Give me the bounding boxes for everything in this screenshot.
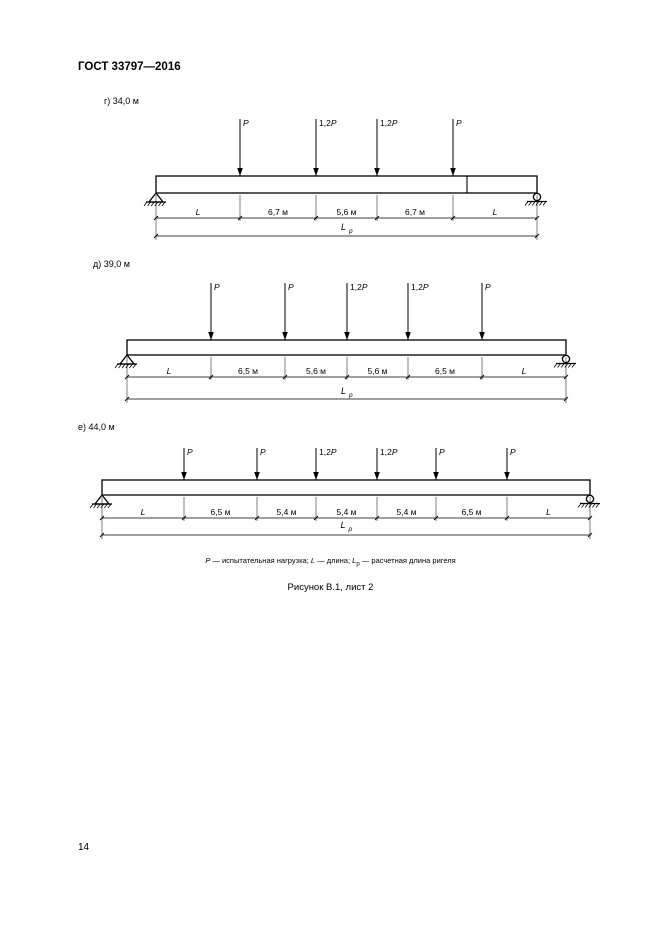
total-length-subscript: p [349, 228, 353, 235]
span-label: L [166, 366, 172, 376]
legend-lp-subscript: p [356, 561, 360, 568]
span-label: 6,5 м [434, 366, 456, 376]
load-label: P [510, 447, 516, 457]
left-pin-support [144, 193, 166, 206]
support-hatch [554, 364, 557, 368]
load-label: P [288, 282, 294, 292]
legend-p-symbol: P [205, 556, 211, 565]
span-label: L [195, 207, 201, 217]
span-label: 6,5 м [461, 507, 482, 517]
span-label: L [546, 507, 551, 517]
load-label: 1,2P [319, 118, 337, 128]
span-label: 5,6 м [305, 366, 327, 376]
load-label: P [243, 118, 249, 128]
diagram-label-g: г) 34,0 м [104, 96, 139, 106]
span-label: 6,7 м [267, 207, 289, 217]
support-hatch [525, 202, 528, 206]
right-roller-support [578, 495, 600, 507]
load-label: 1,2P [380, 118, 398, 128]
total-length-label: L [340, 520, 346, 530]
span-label: 6,7 м [404, 207, 426, 217]
total-length-subscript: p [349, 392, 353, 399]
right-roller-support [525, 193, 547, 205]
span-label: 6,5 м [237, 366, 259, 376]
support-hatch [115, 364, 118, 368]
left-pin-support [90, 495, 112, 508]
diagram-label-d: д) 39,0 м [93, 259, 130, 269]
load-label: P [260, 447, 266, 457]
left-pin-support [115, 355, 137, 368]
load-label: P [439, 447, 445, 457]
figure-caption: Рисунок В.1, лист 2 [287, 582, 374, 593]
support-hatch [144, 202, 147, 206]
load-label: P [187, 447, 193, 457]
load-label: 1,2P [380, 447, 398, 457]
total-length-label: L [340, 386, 347, 396]
span-label: 5,4 м [276, 507, 297, 517]
span-label: L [492, 207, 498, 217]
beam [102, 480, 590, 495]
load-label: 1,2P [350, 282, 368, 292]
total-length-subscript: p [348, 526, 353, 533]
load-label: 1,2P [319, 447, 337, 457]
load-label: P [485, 282, 491, 292]
legend-l-text: — длина; [315, 556, 353, 565]
document-header: ГОСТ 33797—2016 [78, 61, 181, 73]
load-label: 1,2P [411, 282, 429, 292]
page-number: 14 [78, 842, 90, 853]
load-label: P [456, 118, 462, 128]
legend-lp-symbol: L [352, 556, 357, 565]
span-label: L [521, 366, 527, 376]
span-label: 5,6 м [336, 207, 357, 217]
support-hatch [90, 504, 93, 508]
span-label: 5,4 м [396, 507, 417, 517]
beam-diagram-1 [144, 118, 547, 240]
diagram-label-e: е) 44,0 м [78, 422, 115, 432]
span-label: 5,6 м [367, 366, 388, 376]
beam-diagram-2 [115, 282, 576, 403]
right-roller-support [554, 355, 576, 367]
beam [156, 176, 537, 193]
total-length-label: L [340, 222, 347, 232]
legend-p-text: — испытательная нагрузка; [210, 556, 311, 565]
legend-l-symbol: L [310, 556, 316, 565]
support-hatch [578, 504, 581, 508]
figure-legend [0, 556, 661, 568]
beam-diagram-3 [90, 447, 600, 539]
span-label: L [140, 507, 146, 517]
span-label: 5,4 м [336, 507, 357, 517]
load-label: P [214, 282, 220, 292]
beam [127, 340, 566, 355]
legend-lp-text: — расчетная длина ригеля [359, 556, 456, 565]
span-label: 6,5 м [210, 507, 231, 517]
